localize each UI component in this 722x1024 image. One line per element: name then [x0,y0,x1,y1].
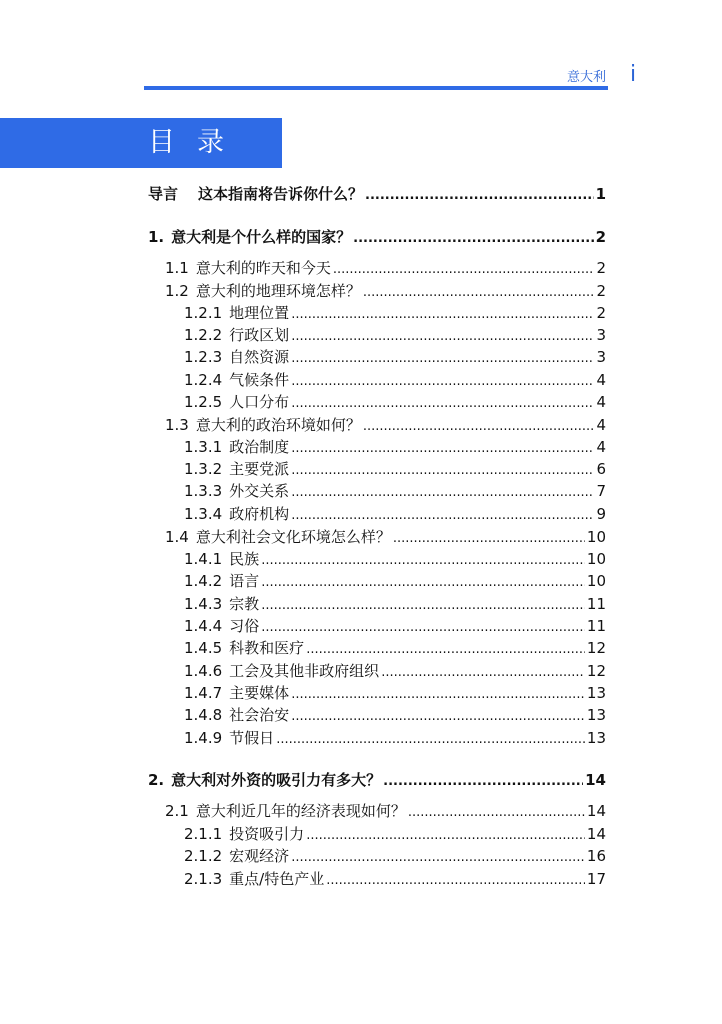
toc-leader-dots [383,770,583,792]
toc-entry-page: 10 [586,528,606,546]
toc-entry[interactable] [165,527,606,549]
toc-entry-page: 14 [586,802,606,820]
toc-entry[interactable] [184,325,606,347]
toc-entry-title: 主要党派 [229,460,290,478]
toc-entry[interactable] [184,638,606,660]
toc-leader-dots [261,571,585,593]
toc-leader-dots [363,281,594,303]
toc-leader-dots [261,616,585,638]
toc-entry[interactable] [165,415,606,437]
toc-entry-number: 1.2.5 [184,393,223,411]
toc-entry-page: 13 [586,684,606,702]
toc-entry-number: 2.1.3 [184,870,223,888]
toc-entry-page: 2 [596,259,606,277]
toc-entry-number: 1.4.5 [184,639,223,657]
toc-entry-title: 宗教 [229,595,260,613]
toc-entry-page: 2 [595,228,606,246]
toc-entry[interactable] [184,504,606,526]
toc-entry[interactable] [184,392,606,414]
toc-entry[interactable] [165,281,606,303]
toc-entry-page: 10 [586,572,606,590]
toc-entry-page: 10 [586,550,606,568]
toc-entry-title: 外交关系 [229,482,290,500]
toc-entry-title: 民族 [229,550,260,568]
toc-entry-number: 1.2.2 [184,326,223,344]
toc-entry-title: 投资吸引力 [229,825,305,843]
toc-entry[interactable] [184,594,606,616]
toc-entry-number: 1.4.9 [184,729,223,747]
toc-entry[interactable] [184,846,606,868]
toc-entry-title: 科教和医疗 [229,639,305,657]
toc-entry-number: 1.4 [165,528,189,546]
toc-leader-dots [291,683,585,705]
toc-entry-title: 意大利对外资的吸引力有多大？ [171,771,382,789]
toc-entry[interactable] [184,370,606,392]
toc-leader-dots [291,504,594,526]
toc-entry[interactable] [184,481,606,503]
toc-entry-title: 意大利近几年的经济表现如何？ [195,802,406,820]
toc-entry[interactable] [148,184,606,206]
toc-entry-number: 1.1 [165,259,189,277]
toc-leader-dots [291,459,594,481]
toc-entry-title: 意大利的地理环境怎样？ [195,282,361,300]
toc-entry-title: 政治制度 [229,438,290,456]
toc-leader-dots [306,638,585,660]
toc-entry-number: 1.4.3 [184,595,223,613]
toc-entry[interactable] [165,801,606,823]
page-title: 目录 [148,127,246,158]
toc-entry[interactable] [165,258,606,280]
toc-leader-dots [393,527,585,549]
toc-entry-number: 1.2 [165,282,189,300]
toc-entry[interactable] [184,347,606,369]
toc-entry-title: 地理位置 [229,304,290,322]
toc-entry-title: 这本指南将告诉你什么？ [198,185,364,203]
toc-entry-title: 意大利的政治环境如何？ [195,416,361,434]
toc-entry-page: 12 [586,639,606,657]
toc-leader-dots [291,325,594,347]
toc-entry-number: 1.4.2 [184,572,223,590]
toc-leader-dots [333,258,594,280]
toc-leader-dots [326,869,585,891]
toc-entry-number: 1.3.2 [184,460,223,478]
toc-entry[interactable] [184,661,606,683]
toc-entry-number: 1.3.1 [184,438,223,456]
toc-entry-page: 11 [586,617,606,635]
toc-entry-number: 2.1 [165,802,189,820]
toc-entry-number: 1.2.3 [184,348,223,366]
toc-entry-page: 3 [596,348,606,366]
toc-entry-number: 1.3.3 [184,482,223,500]
toc-entry-number: 1.4.8 [184,706,223,724]
toc-leader-dots [276,728,585,750]
toc-leader-dots [408,801,585,823]
toc-entry-page: 13 [586,706,606,724]
toc-entry-title: 宏观经济 [229,847,290,865]
toc-leader-dots [363,415,594,437]
toc-entry-number: 1.4.7 [184,684,223,702]
toc-entry-number: 2. [148,771,165,789]
toc-entry-title: 社会治安 [229,706,290,724]
toc-entry-page: 1 [595,185,606,203]
toc-leader-dots [291,437,594,459]
toc-entry-page: 3 [596,326,606,344]
toc-entry-page: 11 [586,595,606,613]
toc-entry-title: 语言 [229,572,260,590]
toc-entry-number: 1.3.4 [184,505,223,523]
toc-entry-page: 2 [596,304,606,322]
toc-entry-page: 16 [586,847,606,865]
toc-entry-title: 习俗 [229,617,260,635]
toc-leader-dots [291,481,594,503]
toc-entry-number: 1.4.4 [184,617,223,635]
toc-entry[interactable] [184,303,606,325]
toc-leader-dots [306,824,585,846]
toc-entry-page: 7 [596,482,606,500]
toc-entry[interactable] [148,227,606,249]
toc-entry-number: 1.2.1 [184,304,223,322]
toc-leader-dots [291,846,585,868]
toc-entry[interactable] [184,683,606,705]
toc-entry-title: 节假日 [229,729,275,747]
toc-entry[interactable] [184,728,606,750]
toc-entry-page: 4 [596,393,606,411]
toc-entry-page: 12 [586,662,606,680]
toc-entry-title: 人口分布 [229,393,290,411]
running-head-title: 意大利 [566,70,606,85]
toc-entry-page: 17 [586,870,606,888]
toc-leader-dots [291,303,594,325]
toc-entry-number: 1.4.1 [184,550,223,568]
toc-entry-title: 行政区划 [229,326,290,344]
toc-entry-page: 4 [596,416,606,434]
toc-entry-title: 重点/特色产业 [229,870,325,888]
toc-entry-number: 1. [148,228,165,246]
toc-leader-dots [291,370,594,392]
toc-entry[interactable] [184,869,606,891]
toc-entry-number: 1.2.4 [184,371,223,389]
toc-entry-page: 4 [596,371,606,389]
toc-entry-number: 2.1.1 [184,825,223,843]
toc-entry-title: 自然资源 [229,348,290,366]
toc-entry-page: 13 [586,729,606,747]
toc-entry[interactable] [148,770,606,792]
toc-entry[interactable] [184,549,606,571]
toc-entry-number: 导言 [148,185,179,203]
toc-entry-page: 6 [596,460,606,478]
toc-entry[interactable] [184,571,606,593]
toc-entry[interactable] [184,616,606,638]
toc-entry-page: 9 [596,505,606,523]
toc-leader-dots [261,549,585,571]
toc-leader-dots [365,184,594,206]
toc-entry-title: 气候条件 [229,371,290,389]
toc-entry-title: 工会及其他非政府组织 [229,662,380,680]
toc-entry[interactable] [184,824,606,846]
toc-entry[interactable] [184,459,606,481]
toc-entry-title: 主要媒体 [229,684,290,702]
toc-leader-dots [291,392,594,414]
toc-entry-title: 政府机构 [229,505,290,523]
toc-entry-title: 意大利社会文化环境怎么样？ [195,528,391,546]
page-number: i [630,62,637,87]
toc-leader-dots [381,661,585,683]
toc-leader-dots [261,594,585,616]
toc-leader-dots [353,227,593,249]
toc-leader-dots [291,705,585,727]
toc-entry-number: 2.1.2 [184,847,223,865]
toc-entry-page: 14 [586,825,606,843]
toc-entry-title: 意大利是个什么样的国家？ [171,228,352,246]
toc-entry[interactable] [184,437,606,459]
toc-entry-page: 14 [585,771,606,789]
toc-entry[interactable] [184,705,606,727]
toc-entry-number: 1.3 [165,416,189,434]
toc-entry-page: 2 [596,282,606,300]
toc-entry-title: 意大利的昨天和今天 [195,259,331,277]
toc-entry-page: 4 [596,438,606,456]
toc-entry-number: 1.4.6 [184,662,223,680]
toc-leader-dots [291,347,594,369]
